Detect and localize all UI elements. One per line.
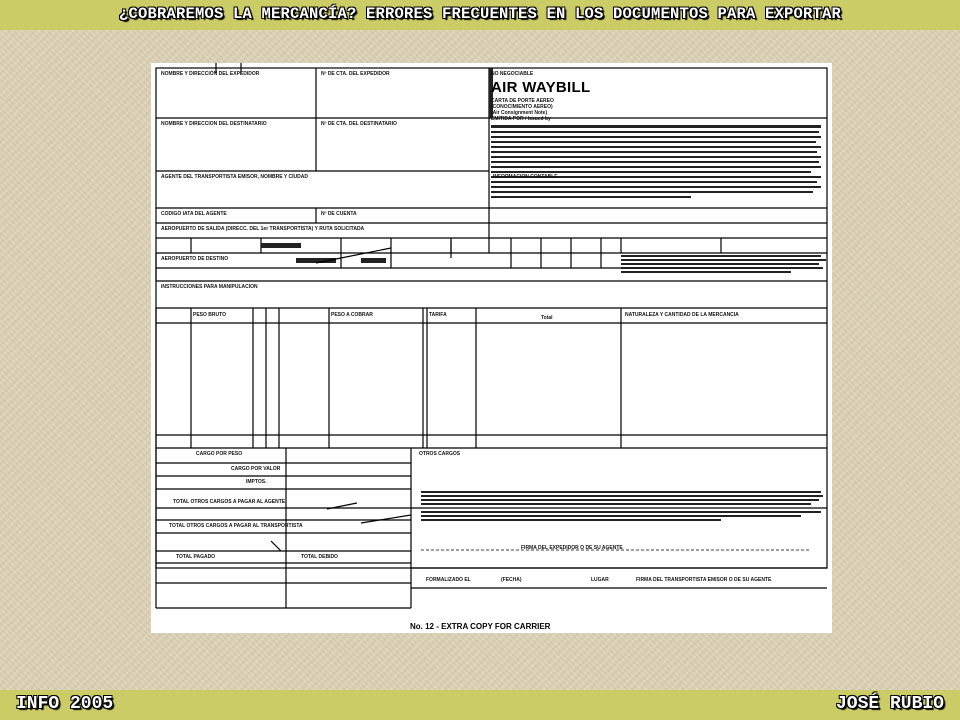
slide-footer-bar bbox=[0, 690, 960, 720]
carrier-signature-label: FIRMA DEL TRANSPORTISTA EMISOR O DE SU AGENTE bbox=[636, 577, 772, 583]
destination-label: AEROPUERTO DE DESTINO bbox=[161, 256, 229, 262]
footer-left: INFO 2005 bbox=[16, 694, 114, 714]
consignee-label: NOMBRE Y DIRECCION DEL DESTINATARIO bbox=[161, 121, 267, 127]
accounting-label: INFORMACION CONTABLE bbox=[493, 174, 558, 180]
shipper-label: NOMBRE Y DIRECCIÓN DEL EXPEDIDOR bbox=[161, 71, 260, 77]
account-no-label: Nº DE CUENTA bbox=[321, 211, 357, 217]
valuation-label: CARGO POR VALOR bbox=[231, 466, 281, 472]
handling-label: INSTRUCCIONES PARA MANIPULACION bbox=[161, 284, 258, 290]
date-label: (FECHA) bbox=[501, 577, 522, 583]
subtitle-1: CARTA DE PORTE AEREO bbox=[491, 98, 554, 104]
other-charges-label: OTROS CARGOS bbox=[419, 451, 461, 457]
executed-label: FORMALIZADO EL bbox=[426, 577, 471, 583]
tax-label: IMPTOS. bbox=[246, 479, 267, 485]
subtitle-2: (CONOCIMIENTO AEREO) bbox=[491, 104, 553, 110]
iata-code-label: CODIGO IATA DEL AGENTE bbox=[161, 211, 227, 217]
nature-label: NATURALEZA Y CANTIDAD DE LA MERCANCIA bbox=[625, 312, 739, 318]
chargeable-weight-label: PESO A COBRAR bbox=[331, 312, 373, 318]
total-prepaid-label: TOTAL PAGADO bbox=[176, 554, 216, 560]
rate-label: TARIFA bbox=[429, 312, 447, 318]
consignee-account-label: Nº DE CTA. DEL DESTINATARIO bbox=[321, 121, 397, 127]
shipper-account-label: Nº DE CTA. DEL EXPEDIDOR bbox=[321, 71, 390, 77]
shipper-signature-label: FIRMA DEL EXPEDIDOR O DE SU AGENTE bbox=[521, 545, 623, 551]
total-agent-label: TOTAL OTROS CARGOS A PAGAR AL AGENTE bbox=[173, 499, 286, 505]
not-negotiable-label: NO NEGOCIABLE bbox=[491, 71, 534, 77]
subtitle-4: EMITIDA POR / Issued by bbox=[491, 116, 551, 122]
form-lines bbox=[151, 63, 832, 633]
slide-title: ¿COBRAREMOS LA MERCANCÍA? ERRORES FRECUENTES EN LOS DOCUMENTOS PARA EXPORTAR bbox=[118, 5, 842, 23]
departure-label: AEROPUERTO DE SALIDA (DIRECC. DEL 1er TRANSPORTISTA) Y RUTA SOLICITADA bbox=[161, 226, 365, 232]
copy-label: No. 12 - EXTRA COPY FOR CARRIER bbox=[410, 622, 551, 631]
subtitle-3: (Air Consignment Note) bbox=[491, 110, 548, 116]
total-collect-label: TOTAL DEBIDO bbox=[301, 554, 338, 560]
total-carrier-label: TOTAL OTROS CARGOS A PAGAR AL TRANSPORTISTA bbox=[169, 523, 303, 529]
gross-weight-label: PESO BRUTO bbox=[193, 312, 226, 318]
air-waybill-heading: AIR WAYBILL bbox=[491, 79, 591, 96]
place-label: LUGAR bbox=[591, 577, 609, 583]
carrier-agent-label: AGENTE DEL TRANSPORTISTA EMISOR, NOMBRE Y CIUDAD bbox=[161, 174, 308, 180]
slide-title-bar bbox=[0, 0, 960, 30]
total-label: Total bbox=[541, 315, 553, 321]
air-waybill-scan bbox=[151, 63, 832, 633]
footer-right: JOSÉ RUBIO bbox=[835, 694, 944, 714]
weight-charge-label: CARGO POR PESO bbox=[196, 451, 243, 457]
